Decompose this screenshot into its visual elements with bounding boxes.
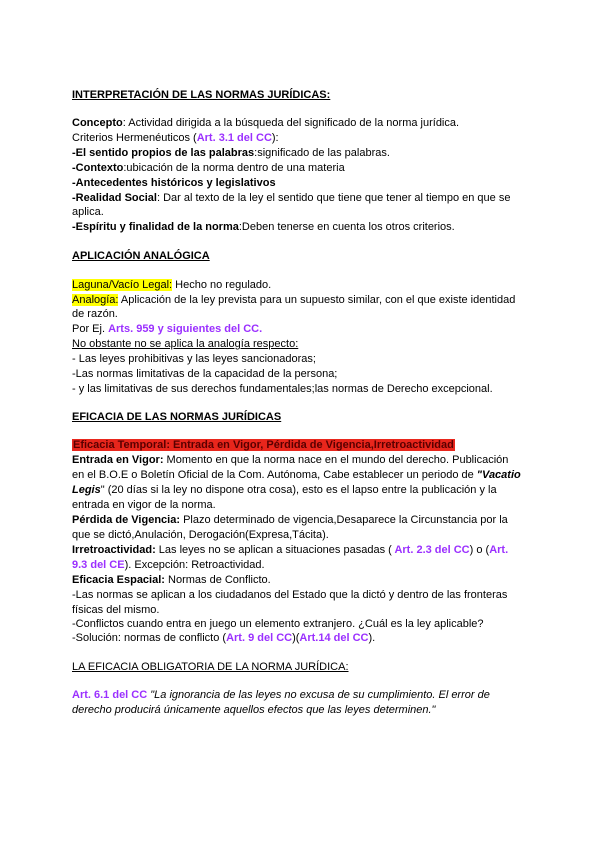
perdida-vigencia-label: Pérdida de Vigencia: xyxy=(72,514,181,526)
entrada-vigor-l2-text: en el B.O.E o Boletín Oficial de la Com. Autónoma, Cabe establecer un periodo de xyxy=(72,469,477,481)
excepcion-item-2: -Las normas limitativas de la capacidad de la persona; xyxy=(72,368,338,380)
irretroactividad-label: Irretroactividad: xyxy=(72,544,156,556)
vacatio-term: "Vacatio xyxy=(476,469,521,481)
criterio-2-label: -Contexto xyxy=(72,162,124,174)
entrada-vigor-l3 xyxy=(72,483,497,497)
criterio-5 xyxy=(72,220,455,234)
criterio-1-text: :significado de las palabras. xyxy=(254,147,390,159)
analogia-label: Analogía: xyxy=(72,294,119,306)
section-title-obligatoria: LA EFICACIA OBLIGATORIA DE LA NORMA JURÍDICA: xyxy=(72,661,349,673)
entrada-vigor-l2 xyxy=(72,468,521,482)
irr-ref-2b: 9.3 del CE xyxy=(72,559,125,571)
entrada-vigor-l3-text: " (20 días si la ley no dispone otra cosa), esto es el lapso entre la publicación y la xyxy=(100,484,497,496)
ejemplo-ref: Arts. 959 y siguientes del CC. xyxy=(108,323,263,335)
criterio-1 xyxy=(72,146,390,160)
eficacia-espacial-label: Eficacia Espacial: xyxy=(72,574,165,586)
perdida-vigencia-text: Plazo determinado de vigencia,Desaparece la Circunstancia por la xyxy=(180,514,508,526)
irretroactividad-l2 xyxy=(72,558,265,572)
criterio-2-text: :ubicación de la norma dentro de una materia xyxy=(123,162,345,174)
criterio-4-text: : Dar al texto de la ley el sentido que tiene que tener al tiempo en que se xyxy=(156,192,511,204)
section-title-aplicacion: APLICACIÓN ANALÓGICA xyxy=(72,250,210,262)
analogia-line xyxy=(72,293,515,307)
criterios-text: Criterios Hermenéuticos ( xyxy=(72,132,197,144)
criterio-4 xyxy=(72,191,510,205)
red-highlight-heading: Eficacia Temporal: Entrada en Vigor, Pérdida de Vigencia,Irretroactividad xyxy=(73,439,454,451)
section-title-interpretacion: INTERPRETACIÓN DE LAS NORMAS JURÍDICAS: xyxy=(72,89,331,101)
entrada-vigor-l4: entrada en vigor de la norma. xyxy=(72,499,216,511)
criterios-line xyxy=(72,131,279,145)
entrada-vigor-text: Momento en que la norma nace en el mundo del derecho. Publicación xyxy=(163,454,509,466)
analogia-text: Aplicación de la ley prevista para un supuesto similar, con el que existe identidad xyxy=(118,294,516,306)
concepto-line xyxy=(72,116,459,130)
criterio-4-label: -Realidad Social xyxy=(72,192,157,204)
criterio-3: -Antecedentes históricos y legislativos xyxy=(72,177,276,189)
irr-ref-1: Art. 2.3 del CC xyxy=(391,544,470,556)
excepcion-item-3: - y las limitativas de sus derechos fundamentales;las normas de Derecho excepcional. xyxy=(72,383,493,395)
solucion-end: ). xyxy=(368,632,376,644)
concepto-text: : Actividad dirigida a la búsqueda del significado de la norma jurídica. xyxy=(122,117,460,129)
solucion-text: -Solución: normas de conflicto ( xyxy=(72,632,227,644)
perdida-vigencia-l2: que se dictó,Anulación, Derogación(Expresa,Tácita). xyxy=(72,529,329,541)
criterios-end: ): xyxy=(271,132,279,144)
no-obstante: No obstante no se aplica la analogía respecto: xyxy=(72,338,299,350)
solucion-mid: )( xyxy=(292,632,300,644)
criterio-2 xyxy=(72,161,345,175)
espacial-item-2: -Conflictos cuando entra en juego un elemento extranjero. ¿Cuál es la ley aplicable? xyxy=(72,618,484,630)
eficacia-temporal-heading xyxy=(72,438,455,452)
espacial-item-1b: físicas del mismo. xyxy=(72,604,160,616)
solucion-line xyxy=(72,631,375,645)
criterio-5-text: :Deben tenerse en cuenta los otros criterios. xyxy=(238,221,455,233)
irr-mid: ) o ( xyxy=(469,544,490,556)
ejemplo-text: Por Ej. xyxy=(72,323,109,335)
excepcion-item-1: - Las leyes prohibitivas y las leyes sancionadoras; xyxy=(72,353,316,365)
art-6-1-line xyxy=(72,688,490,702)
irretroactividad-text: Las leyes no se aplican a situaciones pasadas ( xyxy=(155,544,392,556)
laguna-text: Hecho no regulado. xyxy=(172,279,272,291)
eficacia-espacial-line xyxy=(72,573,271,587)
art-6-1-quote-1: "La ignorancia de las leyes no excusa de su cumplimiento. El error de xyxy=(147,689,490,701)
criterio-1-label: -El sentido propios de las palabras xyxy=(72,147,255,159)
entrada-vigor-label: Entrada en Vigor: xyxy=(72,454,164,466)
espacial-item-1: -Las normas se aplican a los ciudadanos del Estado que la dictó y dentro de las fronteras xyxy=(72,589,508,601)
concepto-label: Concepto xyxy=(72,117,123,129)
irr-l2-text: ). Excepción: Retroactividad. xyxy=(124,559,265,571)
criterio-5-label: -Espíritu y finalidad de la norma xyxy=(72,221,239,233)
solucion-ref-1: Art. 9 del CC xyxy=(226,632,293,644)
legis-term: Legis xyxy=(72,484,101,496)
solucion-ref-2: Art.14 del CC xyxy=(299,632,369,644)
entrada-vigor-line xyxy=(72,453,508,467)
art-6-1-ref: Art. 6.1 del CC xyxy=(72,689,148,701)
ejemplo-line xyxy=(72,322,262,336)
art-6-1-quote-2: derecho producirá únicamente aquellos efectos que las leyes determinen." xyxy=(72,704,436,716)
irretroactividad-line xyxy=(72,543,508,557)
section-title-eficacia: EFICACIA DE LAS NORMAS JURÍDICAS xyxy=(72,411,282,423)
analogia-cont: de razón. xyxy=(72,308,118,320)
eficacia-espacial-text: Normas de Conflicto. xyxy=(164,574,271,586)
criterios-ref: Art. 3.1 del CC xyxy=(196,132,272,144)
laguna-label: Laguna/Vacío Legal: xyxy=(72,279,173,291)
irr-ref-2a: Art. xyxy=(489,544,509,556)
criterio-4-cont: aplica. xyxy=(72,206,104,218)
perdida-vigencia-line xyxy=(72,513,508,527)
laguna-line xyxy=(72,278,271,292)
